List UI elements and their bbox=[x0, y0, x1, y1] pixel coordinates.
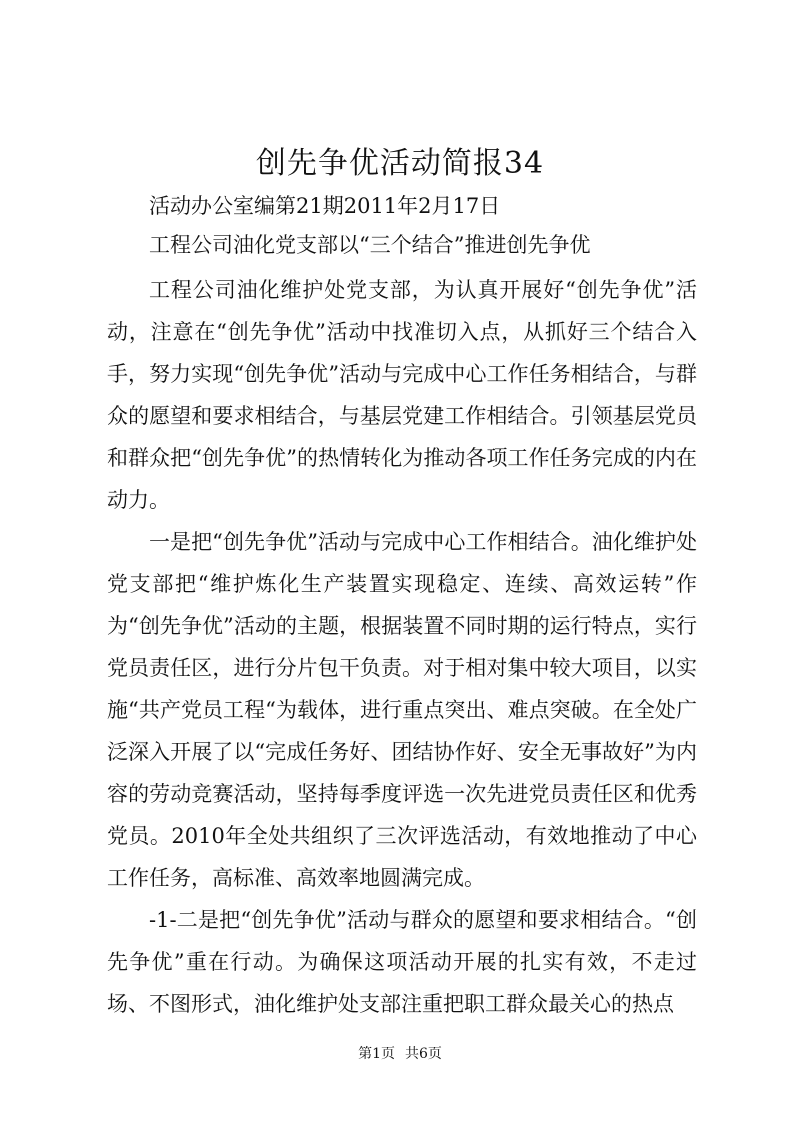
paragraph-second-point: -1-二是把“创先争优”活动与群众的愿望和要求相结合。“创先争优”重在行动。为确保这项活动开展的扎实有效，不走过场、不图形式，油化维护处支部注重把职工群众最关心的热点 bbox=[107, 908, 697, 1016]
page-number: 第1页 bbox=[358, 1046, 395, 1062]
issue-info: 活动办公室编第21期2011年2月17日 bbox=[149, 194, 501, 218]
paragraph-intro: 工程公司油化维护处党支部，为认真开展好“创先争优”活动，注意在“创先争优”活动中找准切入点，从抓好三个结合入手，努力实现“创先争优”活动与完成中心工作任务相结合，与群众的愿望和要求相结合，与基层党建工作相结合。引领基层党员和群众把“创先争优”的热情转化为推动各项工作任务完成的内在动力。 bbox=[107, 278, 697, 512]
document-title: 创先争优活动简报34 bbox=[255, 146, 545, 181]
paragraph-first-point: 一是把“创先争优”活动与完成中心工作相结合。油化维护处党支部把“维护炼化生产装置实现稳定、连续、高效运转”作为“创先争优”活动的主题，根据装置不同时期的运行特点，实行党员责任区，进行分片包干负责。对于相对集中较大项目，以实施“共产党员工程“为载体，进行重点突出、难点突破。在全处广泛深入开展了以“完成任务好、团结协作好、安全无事故好”为内容的劳动竞赛活动，坚持每季度评选一次先进党员责任区和优秀党员。2010年全处共组织了三次评选活动，有效地推动了中心工作任务，高标准、高效率地圆满完成。 bbox=[107, 530, 697, 890]
page-total: 共6页 bbox=[405, 1046, 442, 1062]
article-heading: 工程公司油化党支部以“三个结合”推进创先争优 bbox=[149, 233, 591, 257]
page-footer bbox=[0, 1044, 800, 1064]
article-body bbox=[107, 269, 697, 1025]
